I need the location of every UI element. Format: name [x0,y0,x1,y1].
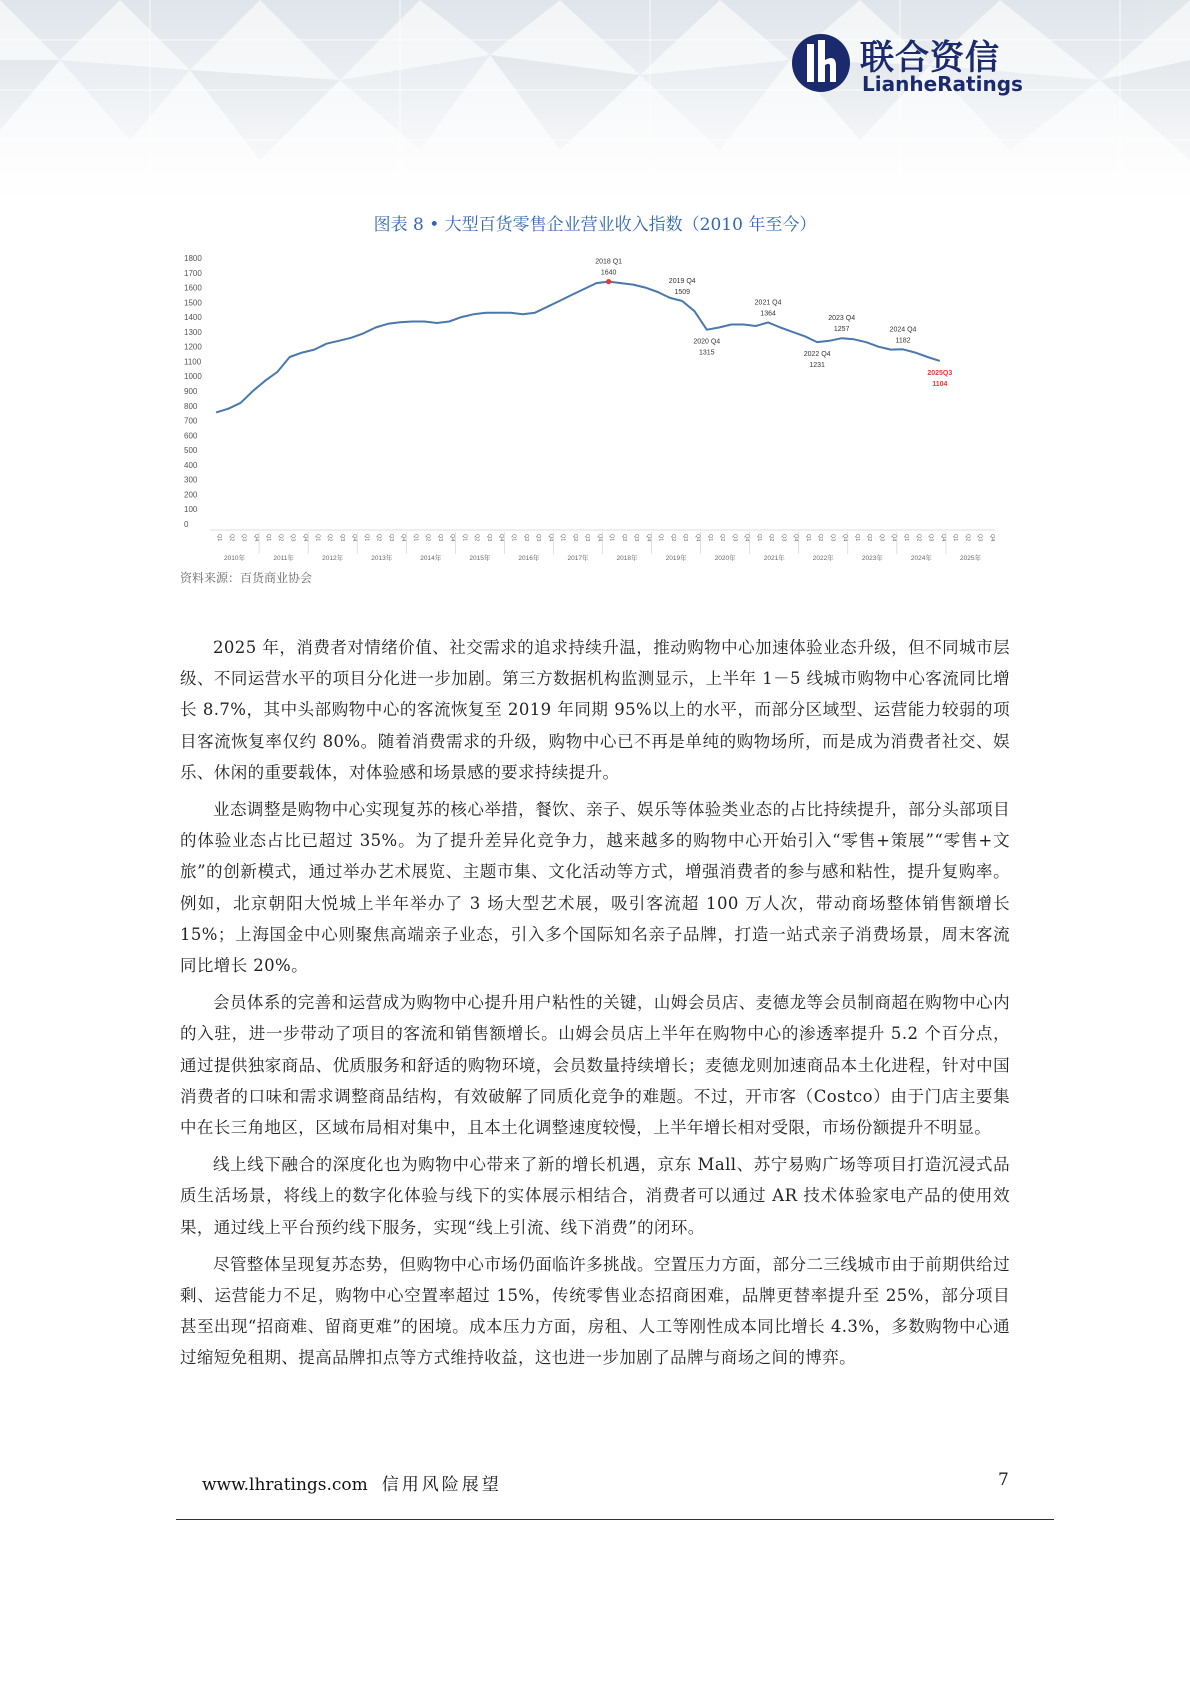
x-quarter-label: Q3 [829,534,836,542]
x-quarter-label: Q1 [314,534,321,542]
annotation-label: 2022 Q4 [803,351,831,359]
y-tick-label: 200 [184,490,198,500]
x-quarter-label: Q1 [706,534,713,542]
x-quarter-label: Q3 [436,534,443,542]
brand-name-en: LianheRatings [862,72,1023,96]
x-quarter-label: Q4 [841,534,848,542]
x-quarter-label: Q3 [387,534,394,542]
x-quarter-label: Q1 [755,534,762,542]
x-quarter-label: Q4 [792,534,799,542]
page-number: 7 [998,1470,1009,1490]
x-quarter-label: Q3 [682,534,689,542]
x-quarter-label: Q2 [326,534,333,542]
y-tick-label: 100 [184,505,198,515]
x-year-label: 2024年 [910,555,932,562]
x-quarter-label: Q2 [669,534,676,542]
x-quarter-label: Q4 [596,534,603,542]
x-quarter-label: Q4 [743,534,750,542]
annotation-value: 1104 [932,380,948,388]
paragraph: 2025 年，消费者对情绪价值、社交需求的追求持续升温，推动购物中心加速体验业态升级，但不同城市层级、不同运营水平的项目分化进一步加剧。第三方数据机构监测显示，上半年 1－5 线城市购物中心客流同比增长 8.7%，其中头部购物中心的客流恢复至 2019 年同期 95%以上的水平，而部分区域型、运营能力较弱的项目客流恢复率仅约 80%。随着消费需求的升级，购物中心已不再是单纯的购物场所，而是成为消费者社交、娱乐、休闲的重要载体，对体验感和场景感的要求持续提升。 [180,638,1010,782]
y-tick-label: 300 [184,475,198,485]
annotation-value: 1640 [600,269,617,277]
series-path [216,282,940,413]
x-year-label: 2025年 [959,555,981,562]
x-quarter-label: Q2 [228,534,235,542]
y-tick-label: 1400 [184,313,202,323]
footer-divider [176,1519,1054,1520]
x-year-label: 2010年 [224,555,246,562]
x-quarter-label: Q3 [878,534,885,542]
x-quarter-label: Q4 [252,534,259,542]
footer-website-link[interactable]: www.lhratings.com [202,1475,368,1495]
paragraph: 尽管整体呈现复苏态势，但购物中心市场仍面临许多挑战。空置压力方面，部分二三线城市由于前期供给过剩、运营能力不足，购物中心空置率超过 15%，传统零售业态招商困难，品牌更替率提升至 25%，部分项目甚至出现“招商难、留商更难”的困境。成本压力方面，房租、人工等刚性成本同比增长 4.3%，多数购物中心通过缩短免租期、提高品牌扣点等方式维持收益，这也进一步加剧了品牌与商场之间的博弈。 [180,1254,1010,1368]
x-quarter-label: Q4 [449,534,456,542]
y-tick-label: 1300 [184,327,202,337]
x-quarter-label: Q2 [915,534,922,542]
figure-title: 图表 8 • 大型百货零售企业营业收入指数（2010 年至今） [373,215,817,235]
x-quarter-label: Q4 [400,534,407,542]
annotation-label: 2018 Q1 [595,258,623,266]
x-year-label: 2020年 [714,555,736,562]
x-quarter-label: Q3 [485,534,492,542]
y-tick-label: 600 [184,431,198,441]
y-axis [184,254,202,529]
x-quarter-label: Q3 [535,534,542,542]
y-tick-label: 800 [184,401,198,411]
x-quarter-label: Q3 [976,534,983,542]
y-tick-label: 1500 [184,298,202,308]
x-quarter-label: Q1 [559,534,566,542]
x-quarter-label: Q1 [461,534,468,542]
x-year-label: 2015年 [469,555,491,562]
x-year-label: 2018年 [616,555,638,562]
revenue-index-line-chart [175,250,1015,562]
x-year-label: 2013年 [371,555,393,562]
y-tick-label: 1200 [184,342,202,352]
body-text [180,632,1010,1380]
x-quarter-label: Q1 [657,534,664,542]
x-quarter-label: Q1 [216,534,223,542]
x-quarter-label: Q3 [289,534,296,542]
y-tick-label: 1700 [184,268,202,278]
x-quarter-label: Q3 [780,534,787,542]
y-tick-label: 400 [184,460,198,470]
x-year-label: 2014年 [420,555,442,562]
x-axis [210,530,995,562]
paragraph: 线上线下融合的深度化也为购物中心带来了新的增长机遇，京东 Mall、苏宁易购广场等项目打造沉浸式品质生活场景，将线上的数字化体验与线下的实体展示相结合，消费者可以通过 AR 技术体验家电产品的使用效果，通过线上平台预约线下服务，实现“线上引流、线下消费”的闭环。 [180,1155,1010,1237]
x-quarter-label: Q2 [473,534,480,542]
annotations [595,259,952,388]
x-quarter-label: Q2 [571,534,578,542]
figure-source: 资料来源：百货商业协会 [180,571,313,585]
x-quarter-label: Q1 [608,534,615,542]
x-quarter-label: Q3 [731,534,738,542]
annotation-label: 2020 Q4 [693,338,721,346]
x-year-label: 2011年 [273,555,294,562]
x-quarter-label: Q2 [424,534,431,542]
x-year-label: 2019年 [665,555,687,562]
x-quarter-label: Q2 [522,534,529,542]
annotation-label: 2023 Q4 [828,315,856,323]
annotation-value: 1182 [895,337,911,345]
x-quarter-label: Q1 [363,534,370,542]
x-quarter-label: Q2 [964,534,971,542]
x-year-label: 2023年 [861,555,883,562]
x-quarter-label: Q1 [804,534,811,542]
x-quarter-label: Q1 [510,534,517,542]
x-quarter-label: Q2 [277,534,284,542]
y-tick-label: 900 [184,387,198,396]
x-quarter-label: Q2 [817,534,824,542]
annotation-value: 1509 [674,289,691,297]
x-quarter-label: Q4 [890,534,897,542]
brand-name-cn: 联合资信 [860,38,1000,78]
x-quarter-label: Q1 [412,534,419,542]
y-tick-label: 500 [184,446,198,456]
paragraph: 会员体系的完善和运营成为购物中心提升用户粘性的关键，山姆会员店、麦德龙等会员制商超在购物中心内的入驻，进一步带动了项目的客流和销售额增长。山姆会员店上半年在购物中心的渗透率提升 5.2 个百分点，通过提供独家商品、优质服务和舒适的购物环境，会员数量持续增长；麦德龙则加速商品本土化进程，针对中国消费者的口味和需求调整商品结构，有效破解了同质化竞争的难题。不过，开市客（Costco）由于门店主要集中在长三角地区，区域布局相对集中，且本土化调整速度较慢，上半年增长相对受限，市场份额提升不明显。 [180,993,1010,1138]
y-tick-label: 0 [184,520,189,529]
x-quarter-label: Q4 [351,534,358,542]
annotation-value: 1315 [698,349,715,357]
x-quarter-label: Q2 [768,534,775,542]
x-quarter-label: Q3 [633,534,640,542]
x-quarter-label: Q1 [903,534,910,542]
y-tick-label: 1600 [184,283,202,293]
x-quarter-label: Q4 [939,534,946,542]
x-quarter-label: Q2 [866,534,873,542]
x-quarter-label: Q1 [853,534,860,542]
annotation-value: 1257 [833,326,850,334]
x-quarter-label: Q1 [952,534,959,542]
x-quarter-label: Q1 [265,534,272,542]
annotation-label: 2019 Q4 [668,278,696,286]
highlight-point [606,279,611,284]
x-year-label: 2016年 [518,555,540,562]
page-footer [202,1470,502,1495]
annotation-value: 1231 [809,362,825,370]
brand-logo [790,30,1023,100]
footer-publication: 信用风险展望 [381,1475,502,1495]
y-tick-label: 1800 [184,254,202,263]
x-quarter-label: Q3 [338,534,345,542]
x-year-label: 2022年 [812,555,834,562]
x-quarter-label: Q4 [694,534,701,542]
series-line [216,282,940,413]
annotation-label: 2021 Q4 [754,299,782,307]
x-quarter-label: Q2 [719,534,726,542]
x-year-label: 2017年 [567,555,589,562]
x-quarter-label: Q4 [498,534,505,542]
x-quarter-label: Q4 [988,534,995,542]
annotation-value: 1364 [760,310,776,318]
x-year-label: 2021年 [763,555,785,562]
y-tick-label: 700 [184,416,198,426]
x-year-label: 2012年 [322,555,344,562]
annotation-label: 2024 Q4 [889,326,917,334]
y-tick-label: 1100 [184,357,202,367]
x-quarter-label: Q3 [584,534,591,542]
x-quarter-label: Q3 [927,534,934,542]
paragraph: 业态调整是购物中心实现复苏的核心举措，餐饮、亲子、娱乐等体验类业态的占比持续提升，部分头部项目的体验业态占比已超过 35%。为了提升差异化竞争力，越来越多的购物中心开始引入“零售+策展”“零售+文旅”的创新模式，通过举办艺术展览、主题市集、文化活动等方式，增强消费者的参与感和粘性，提升复购率。例如，北京朝阳大悦城上半年举办了 3 场大型艺术展，吸引客流超 100 万人次，带动商场整体销售额增长 15%；上海国金中心则聚焦高端亲子业态，引入多个国际知名亲子品牌，打造一站式亲子消费场景，周末客流同比增长 20%。 [180,800,1010,976]
x-quarter-label: Q4 [301,534,308,542]
x-quarter-label: Q4 [645,534,652,542]
x-quarter-label: Q2 [620,534,627,542]
annotation-label: 2025Q3 [927,369,953,377]
x-quarter-label: Q3 [240,534,247,542]
x-quarter-label: Q4 [547,534,554,542]
y-tick-label: 1000 [184,372,202,382]
x-quarter-label: Q2 [375,534,382,542]
lianhe-logo-icon [790,32,852,94]
